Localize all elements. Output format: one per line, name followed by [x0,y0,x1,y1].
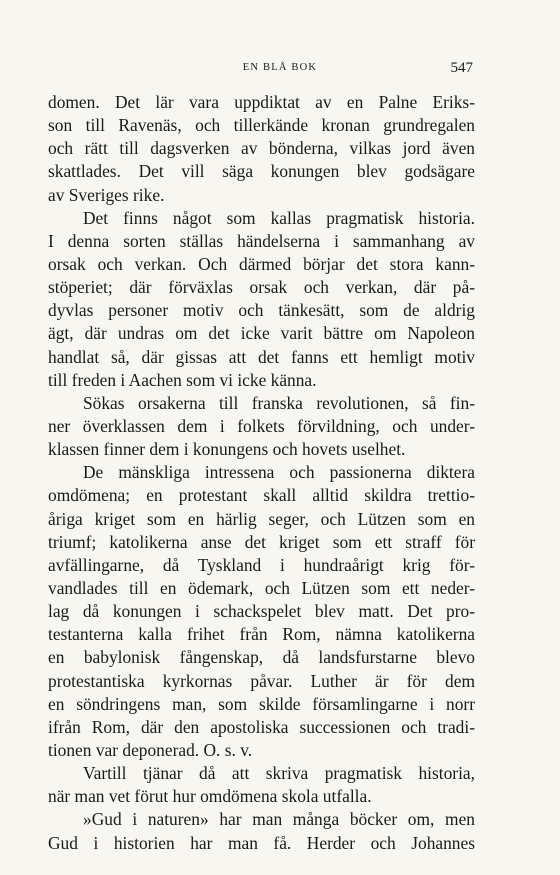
text-line: ägt, där undras om det icke varit bättre om Napoleon [48,323,475,344]
text-line: I denna sorten ställas händelserna i sammanhang av [48,230,475,251]
text-line: dyvlas personer motiv och tänkesätt, som de aldrig [48,300,475,321]
text-line: stöperiet; där förväxlas orsak och verkan, där på- [48,277,475,298]
text-line: Sökas orsakerna till franska revolutionen, så fin- [83,392,475,413]
text-line: ner överklassen dem i folkets förvildning, och under- [48,415,475,436]
text-line: och rätt till dagsverken av bönderna, vilkas jord även [48,138,475,159]
text-line: triumf; katolikerna anse det kriget som ett straff för [48,531,475,552]
text-line: avfällingarne, då Tyskland i hundraårigt krig för- [48,554,475,575]
text-line: Det finns något som kallas pragmatisk historia. [83,207,475,228]
text-line: De mänskliga intressena och passionerna diktera [83,462,475,483]
running-title: EN BLÅ BOK [242,62,318,73]
text-line: när man vet förut hur omdömena skola utfalla. [48,786,372,807]
text-line: Gud i historien har man få. Herder och Johannes [48,832,475,853]
text-line: domen. Det lär vara uppdiktat av en Palne Eriks- [48,92,475,112]
text-line: åriga kriget som en härlig seger, och Lützen som en [48,508,475,529]
text-line: omdömena; en protestant skall alltid skildra trettio- [48,485,475,506]
text-line: vandlades till en ödemark, och Lützen som ett neder- [48,577,475,598]
text-line: ifrån Rom, där den apostoliska successionen och tradi- [48,716,475,737]
running-head [0,60,560,80]
text-line: lag då konungen i schackspelet blev matt. Det pro- [48,601,475,622]
text-line: klassen finner dem i konungens och hovets uselhet. [48,439,406,460]
text-line: protestantiska kyrkornas påvar. Luther är för dem [48,670,475,691]
page-number: 547 [450,60,473,76]
text-line: en babylonisk fångenskap, då landsfurstarne blevo [48,647,475,668]
text-line: handlat så, där gissas att det fanns ett hemligt motiv [48,346,475,367]
text-line: till freden i Aachen som vi icke känna. [48,369,317,390]
text-line: tionen var deponerad. O. s. v. [48,739,253,760]
text-line: »Gud i naturen» har man många böcker om, men [83,809,475,830]
text-line: testanterna kalla frihet från Rom, nämna katolikerna [48,624,475,645]
text-line: orsak och verkan. Och därmed börjar det stora kann- [48,253,475,274]
body-text [48,91,475,855]
text-line: en söndringens man, som skilde församlingarne i norr [48,693,475,714]
text-line: av Sveriges rike. [48,184,165,205]
text-line: son till Ravenäs, och tillerkände kronan grundregalen [48,115,475,136]
text-line: skattlades. Det vill säga konungen blev godsägare [48,161,475,182]
text-line: Vartill tjänar då att skriva pragmatisk historia, [83,763,475,784]
